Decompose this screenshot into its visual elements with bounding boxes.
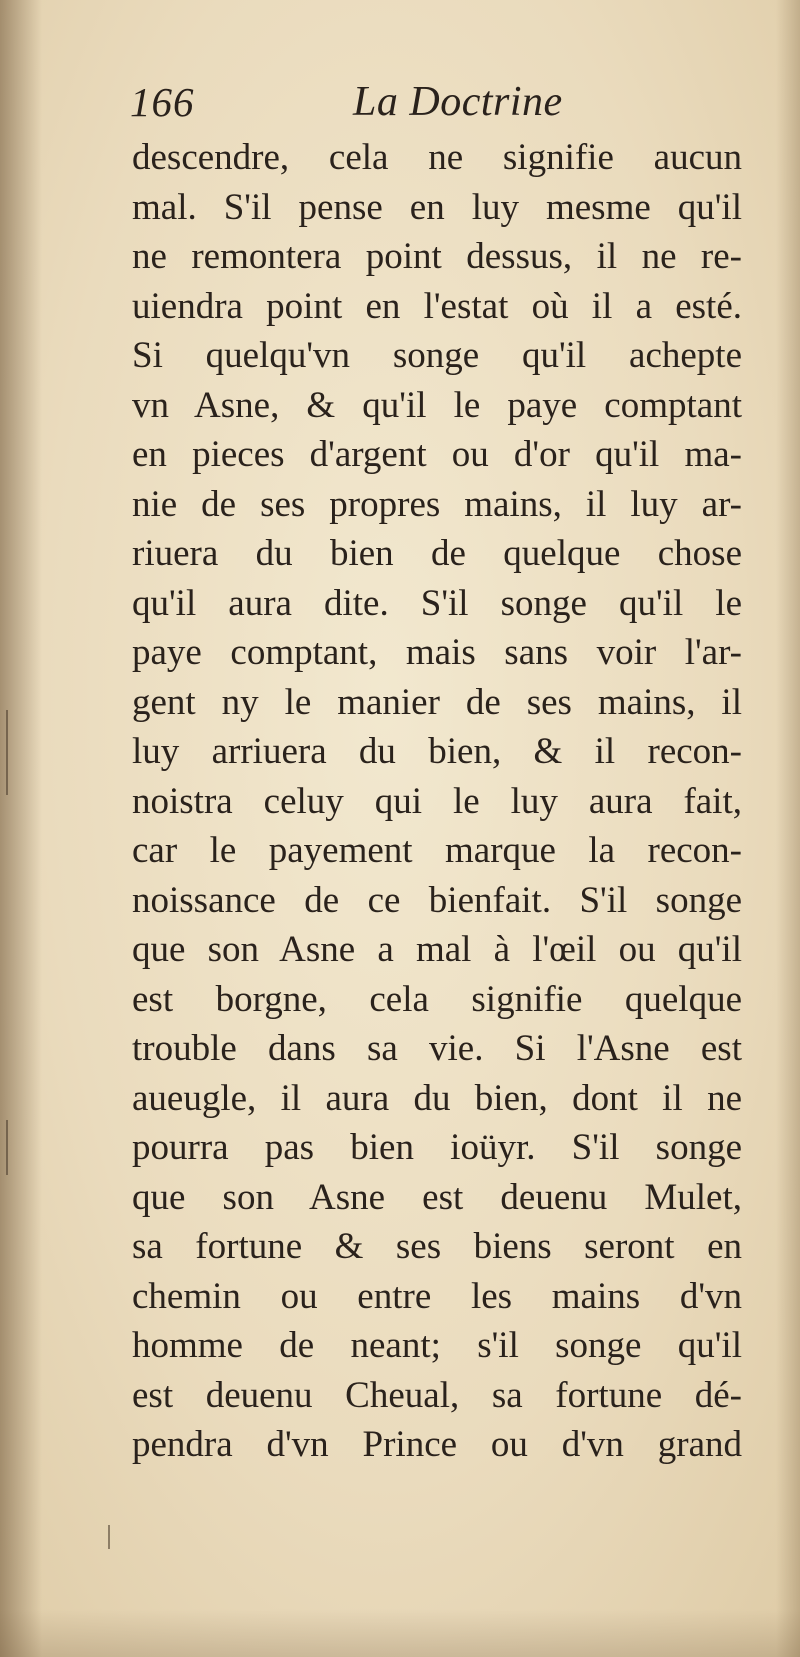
running-head: La Doctrine [353, 79, 563, 125]
page-number: 166 [130, 79, 195, 125]
bottom-edge-shadow [0, 1609, 800, 1657]
text-line: est deuenu Cheual, sa fortune dé- [132, 1374, 742, 1416]
binding-shadow [0, 0, 42, 1657]
text-line: luy arriuera du bien, & il recon- [132, 731, 742, 772]
text-line: pourra pas bien ioüyr. S'il songe [132, 1127, 742, 1168]
binding-mark [6, 1120, 8, 1175]
text-line: car le payement marque la recon- [132, 830, 742, 871]
page-header [130, 78, 670, 134]
text-line: pendra d'vn Prince ou d'vn grand [132, 1424, 742, 1465]
text-line: riuera du bien de quelque chose [132, 533, 742, 574]
text-line: trouble dans sa vie. Si l'Asne est [132, 1028, 742, 1069]
text-line: aueugle, il aura du bien, dont il ne [132, 1077, 742, 1119]
page-edge-shadow [776, 0, 800, 1657]
text-line: sa fortune & ses biens seront en [132, 1226, 742, 1267]
text-line: mal. S'il pense en luy mesme qu'il [132, 186, 742, 228]
text-line: noissance de ce bienfait. S'il songe [132, 879, 742, 921]
text-line: vn Asne, & qu'il le paye comptant [132, 384, 742, 426]
text-line: homme de neant; s'il songe qu'il [132, 1325, 742, 1366]
text-line: nie de ses propres mains, il luy ar- [132, 483, 742, 525]
text-line: noistra celuy qui le luy aura fait, [132, 780, 742, 822]
binding-mark [108, 1525, 110, 1549]
text-line: paye comptant, mais sans voir l'ar- [132, 632, 742, 673]
text-line: descendre, cela ne signifie aucun [132, 137, 742, 178]
text-line: en pieces d'argent ou d'or qu'il ma- [132, 434, 742, 475]
text-line: chemin ou entre les mains d'vn [132, 1275, 742, 1317]
text-line: ne remontera point dessus, il ne re- [132, 236, 742, 277]
text-line: que son Asne est deuenu Mulet, [132, 1176, 742, 1218]
text-line: uiendra point en l'estat où il a esté. [132, 285, 742, 327]
text-line: est borgne, cela signifie quelque [132, 978, 742, 1020]
text-line: gent ny le manier de ses mains, il [132, 681, 742, 723]
text-line: qu'il aura dite. S'il songe qu'il le [132, 582, 742, 624]
binding-mark [6, 710, 8, 795]
body-text [132, 130, 742, 1470]
text-line: Si quelqu'vn songe qu'il achepte [132, 335, 742, 376]
text-line: que son Asne a mal à l'œil ou qu'il [132, 929, 742, 970]
